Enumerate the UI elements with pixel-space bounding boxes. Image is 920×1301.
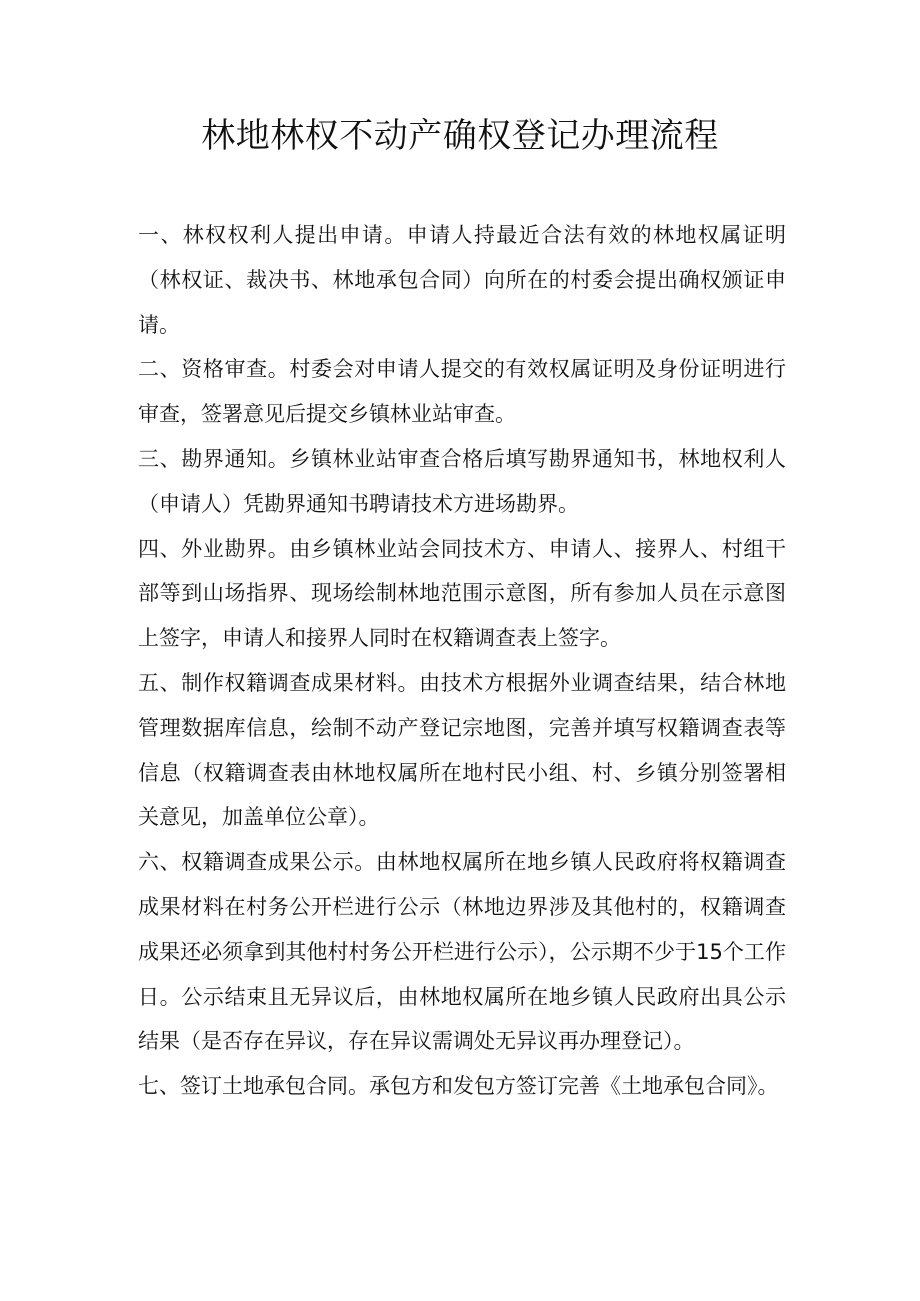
document-title: 林地林权不动产确权登记办理流程 [201,116,719,156]
paragraph-step-7: 七、签订土地承包合同。承包方和发包方签订完善《土地承包合同》。 [138,1074,779,1099]
paragraph-step-3: 三、勘界通知。乡镇林业站审查合格后填写勘界通知书，林地权利人（申请人）凭勘界通知书聘请技术方进场勘界。 [138,446,786,516]
paragraph-step-2: 二、资格审查。村委会对申请人提交的有效权属证明及身份证明进行审查，签署意见后提交乡镇林业站审查。 [138,357,786,427]
paragraph-step-1: 一、林权权利人提出申请。申请人持最近合法有效的林地权属证明（林权证、裁决书、林地承包合同）向所在的村委会提出确权颁证申请。 [138,223,786,337]
paragraph-step-5: 五、制作权籍调查成果材料。由技术方根据外业调查结果，结合林地管理数据库信息，绘制不动产登记宗地图，完善并填写权籍调查表等信息（权籍调查表由林地权属所在地村民小组、村、乡镇分别签署相关意见，加盖单位公章）。 [138,670,786,830]
paragraph-step-4: 四、外业勘界。由乡镇林业站会同技术方、申请人、接界人、村组干部等到山场指界、现场绘制林地范围示意图，所有参加人员在示意图上签字，申请人和接界人同时在权籍调查表上签字。 [138,536,786,651]
paragraph-step-6: 六、权籍调查成果公示。由林地权属所在地乡镇人民政府将权籍调查成果材料在村务公开栏进行公示（林地边界涉及其他村的，权籍调查成果还必须拿到其他村村务公开栏进行公示），公示期不少于15个工作日。公示结束且无异议后，由林地权属所在地乡镇人民政府出具公示结果（是否存在异议，存在异议需调处无异议再办理登记）。 [138,850,786,1054]
document-body [138,213,786,1109]
